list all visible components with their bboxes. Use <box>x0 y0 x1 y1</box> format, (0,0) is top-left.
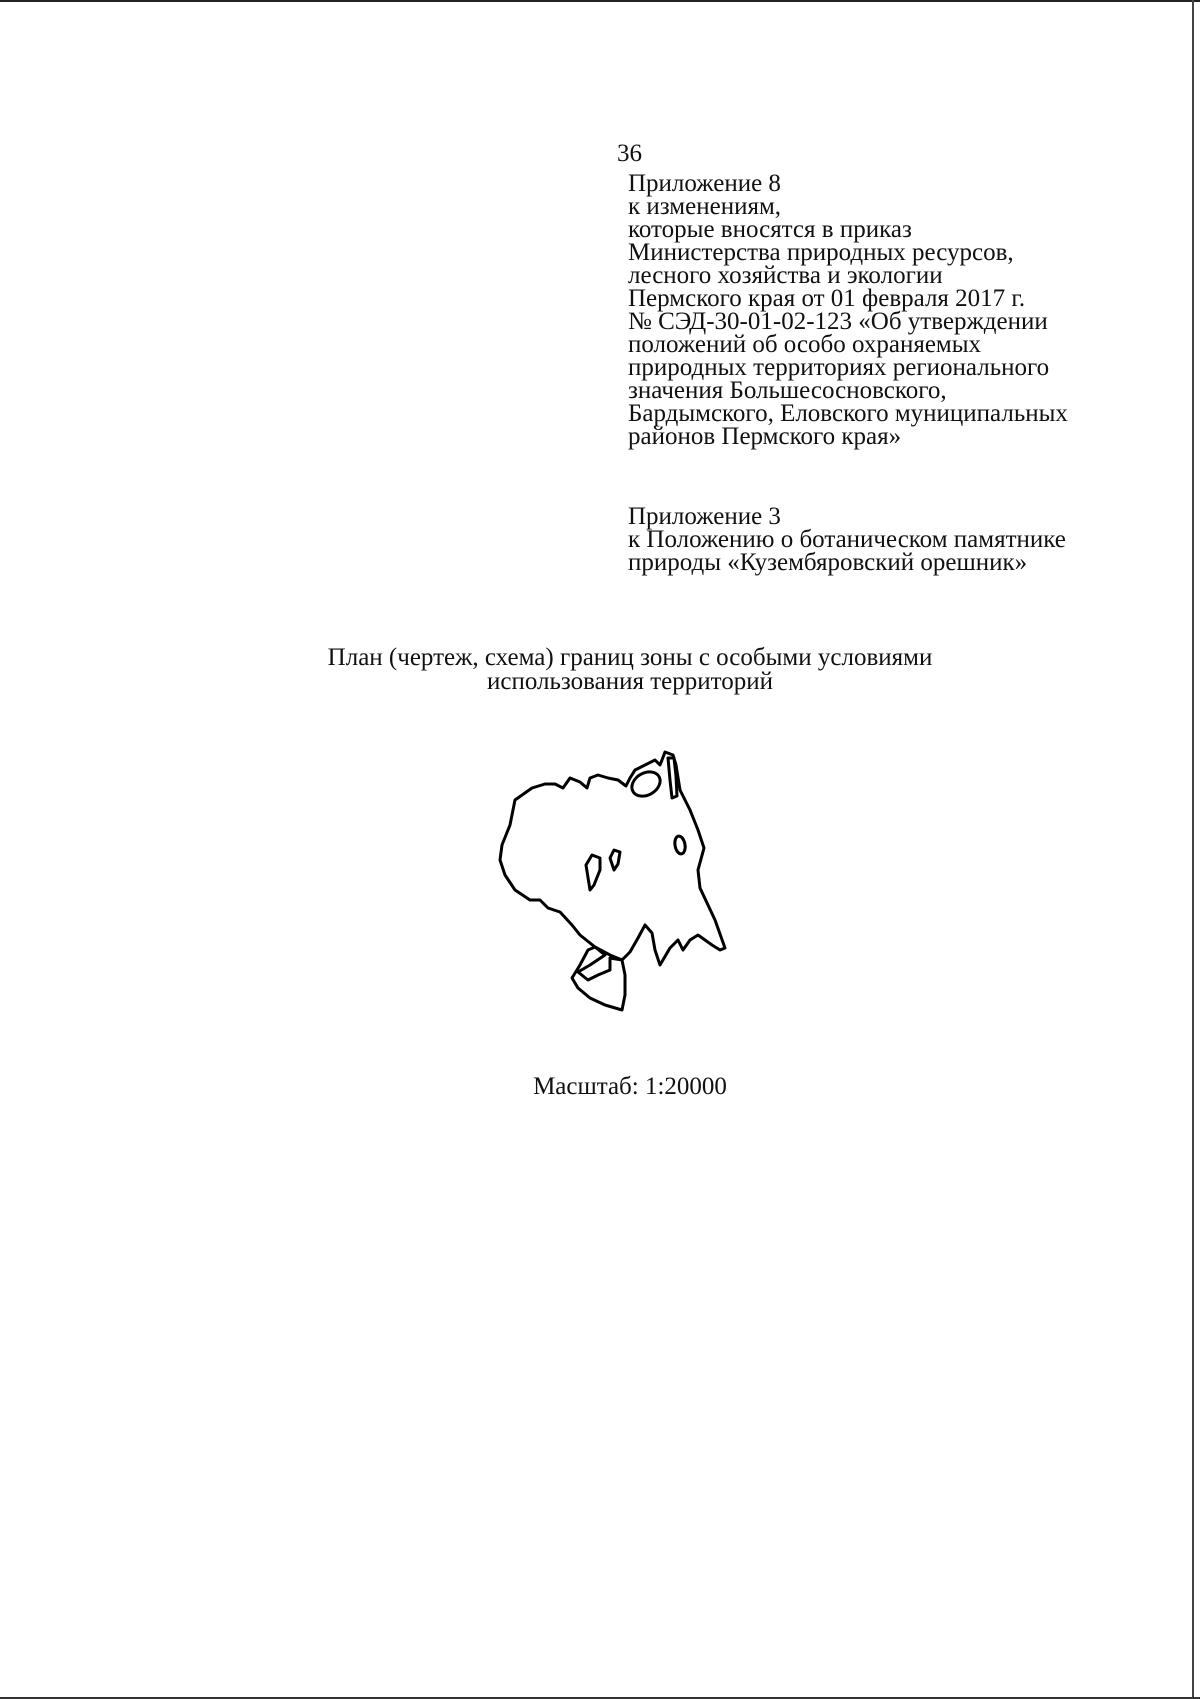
inner-parcel-loop <box>610 850 620 870</box>
boundary-plan-drawing <box>480 740 780 1020</box>
annex-8-line: № СЭД-30-01-02-123 «Об утверждении <box>628 308 1048 335</box>
annex-3-line: Приложение 3 <box>628 503 781 530</box>
annex-8-line: которые вносятся в приказ <box>628 216 912 243</box>
annex-8-line: к изменениям, <box>628 193 782 220</box>
plan-title <box>230 646 1030 694</box>
annex-8-line: лесного хозяйства и экологии <box>628 262 943 289</box>
plan-title-line: использования территорий <box>487 668 773 695</box>
annex-8-line: Приложение 8 <box>628 170 781 197</box>
annex-8-line: Министерства природных ресурсов, <box>628 239 1014 266</box>
plan-title-line: План (чертеж, схема) границ зоны с особыми условиями <box>327 644 933 671</box>
annex-3-line: к Положению о ботаническом памятнике <box>628 526 1066 553</box>
annex-8-line: положений об особо охраняемых <box>628 331 982 358</box>
scan-edge-right <box>1192 0 1194 1699</box>
annex-8-header <box>628 172 1068 448</box>
inner-parcel-loop <box>586 855 600 890</box>
scale-label: Масштаб: 1:20000 <box>533 1073 727 1100</box>
page-number: 36 <box>617 140 642 167</box>
annex-8-line: районов Пермского края» <box>628 423 902 450</box>
inner-parcel-loop <box>668 758 677 798</box>
annex-3-line: природы «Кузембяровский орешник» <box>628 549 1028 576</box>
annex-3-header <box>628 505 1066 574</box>
annex-8-line: Пермского края от 01 февраля 2017 г. <box>628 285 1026 312</box>
annex-8-line: природных территориях регионального <box>628 354 1050 381</box>
scan-edge-top <box>0 0 1200 2</box>
annex-8-line: значения Большесосновского, <box>628 377 947 404</box>
zone-boundary-outline <box>500 752 725 965</box>
annex-8-line: Бардымского, Еловского муниципальных <box>628 400 1068 427</box>
inner-parcel-loop <box>674 835 687 854</box>
